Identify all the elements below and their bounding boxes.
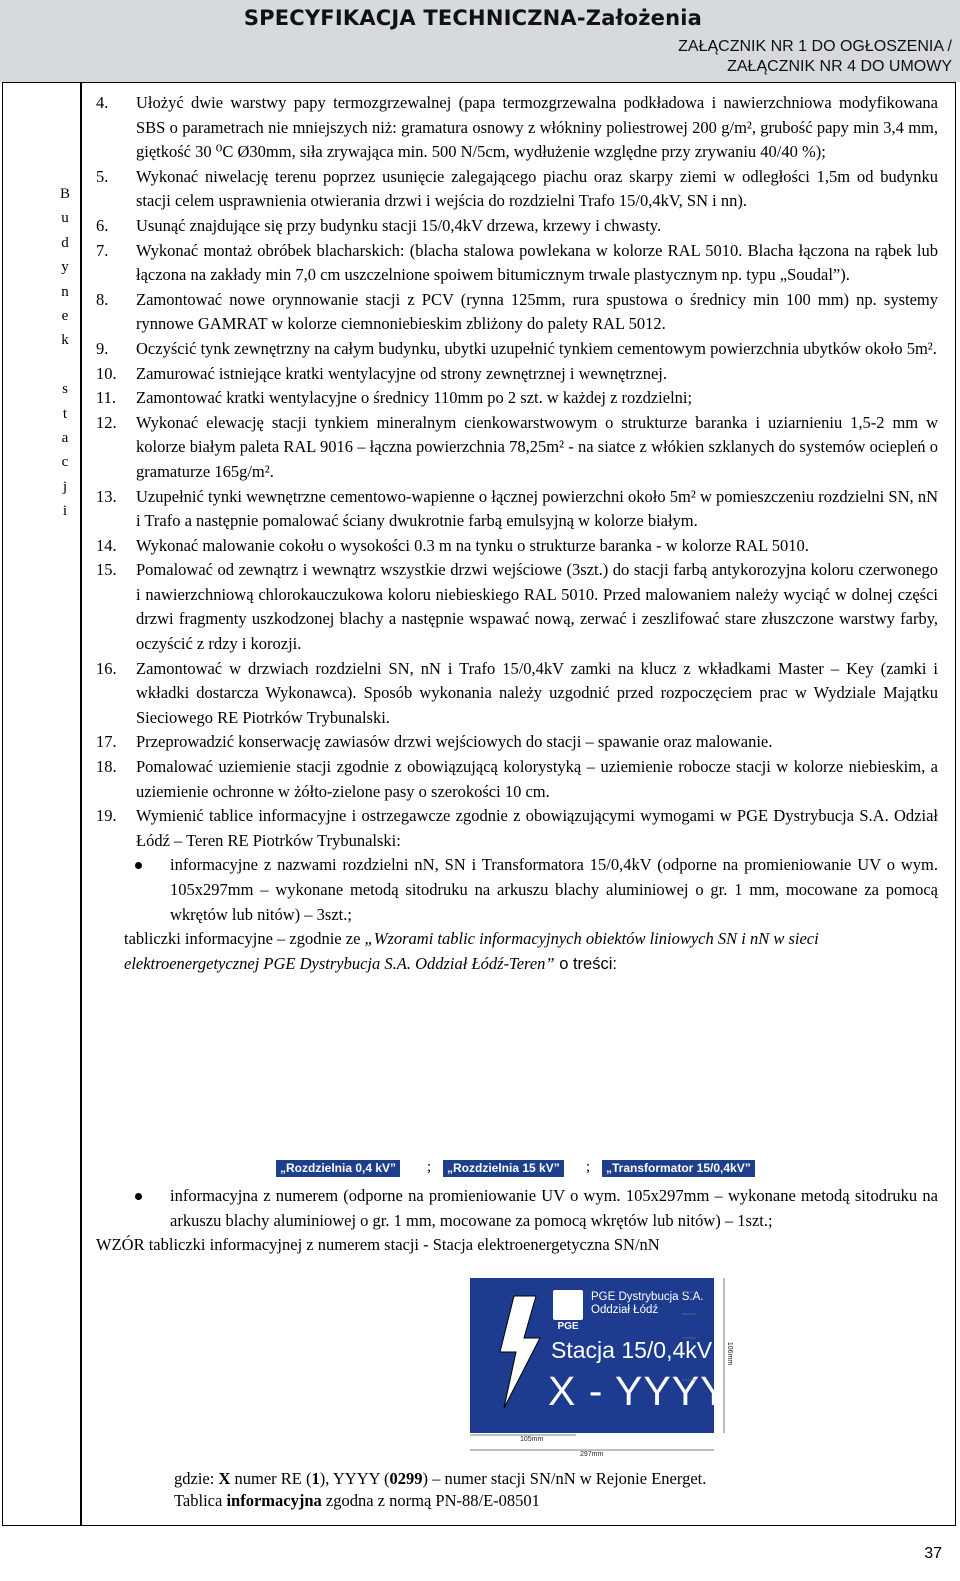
side-label-budynek-stacji: B u d y n e k s t a c j i — [59, 186, 70, 520]
label-rozdzielnia-04kv: „Rozdzielnia 0,4 kV” — [276, 1160, 400, 1177]
label-separator: ; — [586, 1159, 591, 1175]
sign-station: Stacja 15/0,4kV — [551, 1337, 713, 1363]
column-divider — [80, 82, 82, 1526]
list-item: 8. Zamontować nowe orynnowanie stacji z PCV (rynna 125mm, rura spustowa o średnicy min 100 mm) np. systemy rynnowe GAMRAT w kolorze ciemnoniebieskim zbliżony do palety RAL 5012. — [96, 289, 938, 334]
dimension-297: 297mm — [580, 1451, 604, 1458]
list-item: 12. Wykonać elewację stacji tynkiem mineralnym cienkowarstwowym o strukturze baranka i uziarnieniu 1,5-2 mm w kolorze białym paleta RAL 9016 – łączna powierzchnia 78,25m² - na siatce z włókien szklanych do systemów ociepleń o gramaturze 165g/m². — [96, 412, 938, 481]
spec-content-lower — [96, 1184, 938, 1258]
tabliczki-paragraph: tabliczki informacyjne – zgodnie ze „Wzorami tablic informacyjnych obiektów liniowych SN i nN w sieci elektroenergetycznej PGE Dystrybucja S.A. Oddział Łódź-Teren” o treści: — [124, 929, 819, 973]
label-rozdzielnia-15kv: „Rozdzielnia 15 kV” — [443, 1160, 564, 1177]
standard-note: Tablica informacyjna zgodna z normą PN-88/E-08501 — [174, 1491, 540, 1510]
list-item: 16. Zamontować w drzwiach rozdzielni SN, nN i Trafo 15/0,4kV zamki na klucz z wkładkami Master – Key (zamki i wkładki dostarcza Wykonawca). Sposób wykonania należy uzgodnić przed rozpoczęciem prac w Wydziale Majątku Sieciowego RE Piotrków Trybunalski. — [96, 658, 938, 727]
list-item: 19. Wymienić tablice informacyjne i ostrzegawcze zgodnie z obowiązującymi wymogami w PGE Dystrybucja S.A. Odział Łódź – Teren RE Piotrków Trybunalski: — [96, 806, 938, 850]
list-item: 14. Wykonać malowanie cokołu o wysokości 0.3 m na tynku o strukturze baranka - w kolorze RAL 5010. — [96, 535, 809, 555]
bullet-item: informacyjne z nazwami rozdzielni nN, SN i Transformatora 15/0,4kV (odporne na promieniowanie UV o wym. 105x297mm – wykonane metodą sitodruku na arkuszu blachy aluminiowej o gr. 1 mm, mocowane za pomocą wkrętów lub nitów) – 3szt.; — [130, 853, 938, 927]
dimension-lines — [466, 1270, 736, 1470]
label-transformator: „Transformator 15/0,4kV” — [602, 1160, 755, 1177]
list-item: 11. Zamontować kratki wentylacyjne o średnicy 110mm po 2 szt. w każdej z rozdzielni; — [96, 388, 693, 408]
list-item: 15. Pomalować od zewnątrz i wewnątrz wszystkie drzwi wejściowe (3szt.) do stacji farbą antykorozyjna koloru czerwonego i nawierzchniową chlorokauczukowa koloru niebieskiego RAL 5010. Przed malowaniem należy wyciąć w dolnej części drzwi fragmenty uszkodzonej blachy a następnie wspawać nową, zerwać i zeszlifować stare złuszczone warstwy farby, oczyścić z rdzy i korozji. — [96, 560, 938, 654]
legend-note: gdzie: X numer RE (1), YYYY (0299) – numer stacji SN/nN w Rejonie Energet. — [174, 1469, 707, 1488]
list-item: 9. Oczyścić tynk zewnętrzny na całym budynku, ubytki uzupełnić tynkiem cementowym powierzchnia ubytków około 5m². — [96, 338, 937, 358]
list-item: 6. Usunąć znajdujące się przy budynku stacji 15/0,4kV drzewa, krzewy i chwasty. — [96, 215, 662, 235]
page-number: 37 — [924, 1545, 942, 1562]
list-item: 10. Zamurować istniejące kratki wentylacyjne od strony zewnętrznej i wewnętrznej. — [96, 363, 667, 383]
list-item: 4. Ułożyć dwie warstwy papy termozgrzewalnej (papa termozgrzewalna podkładowa i nawierzchniowa modyfikowana SBS o parametrach nie mniejszych niż: gramatura osnowy z włókniny poliestrowej 200 g/m², grubość papy min 3,4 mm, giętkość 30 ⁰C Ø30mm, siła zrywająca min. 500 N/5cm, wydłużenie względne przy zrywaniu 40/40 %); — [96, 93, 938, 162]
list-item: 17. Przeprowadzić konserwację zawiasów drzwi wejściowych do stacji – spawanie oraz malowanie. — [96, 732, 773, 752]
document-title: SPECYFIKACJA TECHNICZNA-Założenia — [243, 6, 702, 30]
label-separator: ; — [427, 1159, 432, 1175]
annex-line-2: ZAŁĄCZNIK NR 4 DO UMOWY — [727, 58, 952, 75]
bullet-icon — [130, 1184, 170, 1233]
spec-content — [96, 91, 938, 976]
bullet-icon — [130, 853, 170, 927]
sign-company: PGE Dystrybucja S.A. Oddział Łódź — [591, 1291, 704, 1316]
list-item: 5. Wykonać niwelację terenu poprzez usunięcie zalegającego piachu oraz skarpy ziemi w odległości 1,5m od budynku stacji celem usprawnienia otwierania drzwi i wejścia do rozdzielni Trafo 15/0,4kV, SN i nn). — [96, 166, 938, 211]
list-item: 7. Wykonać montaż obróbek blacharskich: (blacha stalowa powlekana w kolorze RAL 5010. Blacha łączona na rąbek lub łączona na zakłady min 7,0 cm uszczelnione spoiwem bitumicznym trwale plastycznym np. typu „Soudal”). — [96, 240, 938, 285]
bullet-item: informacyjna z numerem (odporne na promieniowanie UV o wym. 105x297mm – wykonane metodą sitodruku na arkuszu blachy aluminiowej o gr. 1 mm, mocowane za pomocą wkrętów lub nitów) – 1szt.; — [130, 1184, 938, 1233]
list-item: 18. Pomalować uziemienie stacji zgodnie z obowiązującą kolorystyką – uziemienie robocze stacji w kolorze niebieskim, a uziemienie ochronne w żółto-zielone pasy o szerokości 10 cm. — [96, 757, 938, 801]
dimension-106: 106mm — [726, 1341, 734, 1366]
sign-number: X - YYYY — [548, 1368, 729, 1414]
dimension-105: 105mm — [520, 1436, 544, 1443]
wzor-caption: WZÓR tabliczki informacyjnej z numerem stacji - Stacja elektroenergetyczna SN/nN — [96, 1235, 660, 1255]
page-header — [0, 0, 960, 82]
pge-logo-text: PGE — [557, 1321, 579, 1332]
annex-line-1: ZAŁĄCZNIK NR 1 DO OGŁOSZENIA / — [678, 38, 952, 55]
list-item: 13. Uzupełnić tynki wewnętrzne cementowo-wapienne o łącznej powierzchni około 5m² w pomieszczeniu rozdzielni SN, nN i Trafo a następnie pomalować ściany dwukrotnie farbą emulsyjną w kolorze białym. — [96, 486, 938, 531]
